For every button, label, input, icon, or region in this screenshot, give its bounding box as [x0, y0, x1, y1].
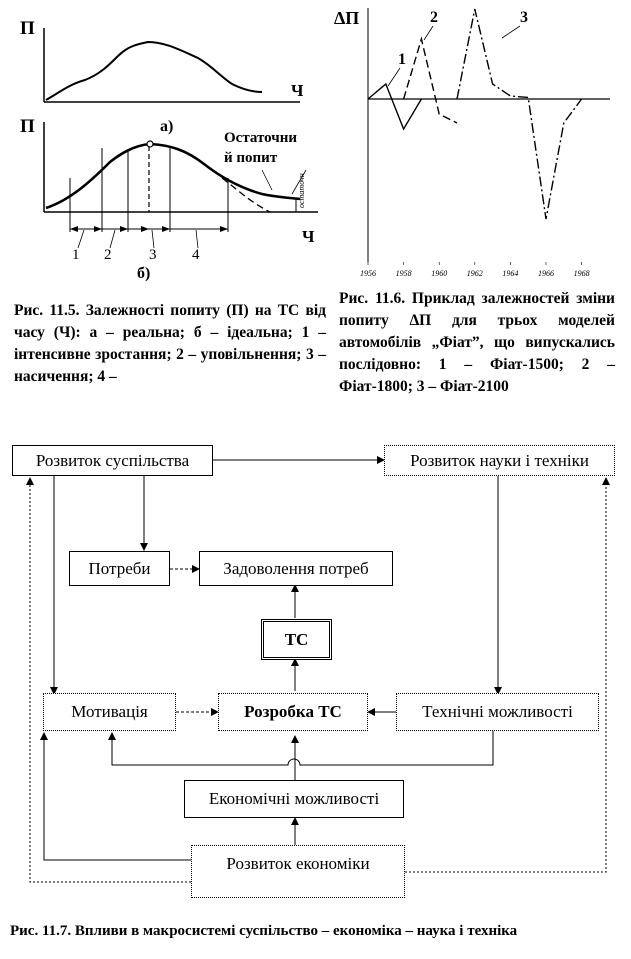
box-technical-abilities: Технічні можливості — [396, 693, 599, 731]
fig-11-7-connectors — [0, 430, 631, 900]
x-tick-label: 1964 — [502, 269, 519, 278]
series-line-2 — [404, 39, 457, 123]
curve-b-label: б) — [137, 265, 151, 282]
box-needs: Потреби — [69, 551, 170, 586]
fig-11-5-graph — [0, 0, 330, 290]
phase-label-4: 4 — [192, 247, 200, 263]
x-tick-label: 1966 — [538, 269, 554, 278]
series-label-2: 2 — [430, 9, 438, 26]
phase-label-2: 2 — [104, 247, 112, 263]
fig-11-5-caption: Рис. 11.5. Залежності попиту (П) на ТС від часу (Ч): а – реальна; б – ідеальна; 1 – інтенсивне зростання; 2 – уповільнення; 3 – насичення; 4 – — [14, 302, 326, 385]
curve-a-label: а) — [160, 118, 174, 135]
x-tick-label: 1960 — [431, 269, 448, 278]
bottom-y-label: П — [20, 116, 35, 137]
fig-11-7-caption: Рис. 11.7. Впливи в макросистемі суспільство – економіка – наука і техніка — [10, 923, 518, 939]
top-x-label: Ч — [291, 81, 304, 100]
phase-label-3: 3 — [149, 247, 157, 263]
box-ts-development: Розробка ТС — [218, 693, 368, 731]
residual-axis-label: остаточн — [297, 173, 306, 208]
box-ts: ТС — [261, 619, 332, 660]
box-motivation: Мотивація — [43, 693, 176, 731]
x-tick-label: 1958 — [395, 269, 412, 278]
fig-11-6-y-label: ΔП — [334, 8, 360, 28]
box-science-development: Розвиток науки і техніки — [384, 445, 615, 476]
residual-label-2: й попит — [224, 150, 278, 166]
x-tick-label: 1962 — [466, 269, 483, 278]
box-economic-abilities: Економічні можливості — [184, 780, 404, 818]
box-needs-satisfaction: Задоволення потреб — [199, 551, 393, 586]
top-y-label: П — [20, 18, 35, 39]
x-tick-label: 1956 — [360, 269, 376, 278]
box-economy-development: Розвиток економіки — [191, 845, 405, 898]
fig-11-6-caption: Рис. 11.6. Приклад залежностей зміни попиту ΔП для трьох моделей автомобілів „Фіат”, що випускались послідовно: 1 – Фіат-1500; 2 – Фіат-1800; 3 – Фіат-2100 — [339, 290, 615, 395]
series-line-1 — [368, 84, 421, 129]
box-society-development: Розвиток суспільства — [12, 445, 213, 476]
real-demand-curve — [46, 42, 262, 100]
x-tick-label: 1968 — [573, 269, 590, 278]
fig-11-6-chart — [330, 0, 631, 285]
series-label-3: 3 — [520, 9, 528, 26]
residual-label-1: Остаточни — [224, 130, 298, 146]
phase-label-1: 1 — [72, 247, 80, 263]
series-line-3 — [457, 9, 582, 219]
bottom-x-label: Ч — [302, 227, 315, 246]
series-label-1: 1 — [398, 51, 406, 68]
